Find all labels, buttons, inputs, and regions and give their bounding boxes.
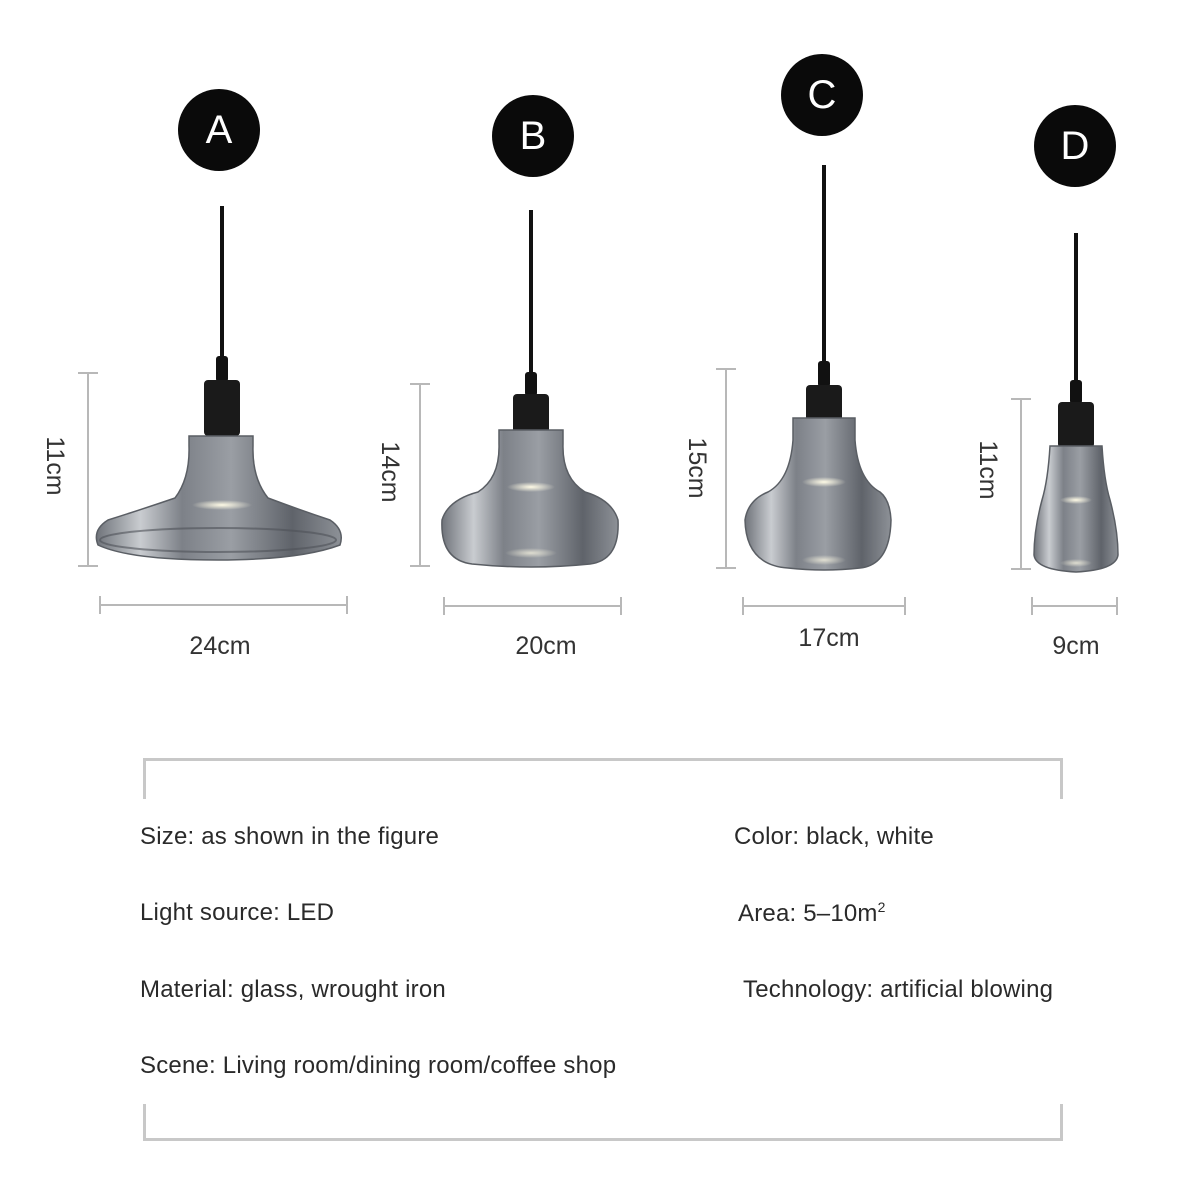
width-dimension-a (100, 596, 347, 660)
cord-grip-b (525, 372, 537, 396)
height-dimension-b (376, 384, 430, 566)
spec-material: Material: glass, wrought iron (140, 976, 446, 1003)
shade-d (1034, 446, 1118, 572)
cord-grip-a (216, 356, 228, 382)
spec-box-bottom-bracket (143, 1104, 1063, 1141)
width-label-d: 9cm (1052, 632, 1100, 660)
bulb-b (507, 482, 555, 492)
height-dimension-a (41, 373, 98, 566)
height-label-b: 14cm (376, 441, 404, 503)
socket-a (204, 380, 240, 436)
spec-box-top-bracket (143, 758, 1063, 799)
spec-area-superscript: 2 (877, 899, 886, 915)
bulb-d (1060, 496, 1092, 504)
lamp-c (683, 54, 905, 652)
height-dimension-c (683, 369, 736, 568)
bulb-a (192, 500, 252, 510)
socket-d (1058, 402, 1094, 448)
lamp-b (376, 95, 621, 660)
badge-c-label: C (807, 73, 837, 117)
spec-light-source: Light source: LED (140, 899, 335, 926)
bulb-c (802, 477, 846, 487)
width-label-b: 20cm (515, 632, 577, 660)
spec-scene: Scene: Living room/dining room/coffee shop (140, 1052, 617, 1079)
shade-a (96, 436, 341, 560)
width-dimension-d (1032, 597, 1117, 660)
badge-a-label: A (205, 108, 233, 152)
width-dimension-b (444, 597, 621, 660)
lamp-d (974, 105, 1118, 660)
spec-area-text: Area: 5–10m (738, 900, 878, 927)
height-label-c: 15cm (683, 437, 711, 499)
width-label-c: 17cm (798, 624, 860, 652)
spec-area (738, 899, 886, 928)
badge-b-label: B (519, 114, 547, 158)
height-dimension-d (974, 399, 1031, 569)
badge-d-label: D (1060, 124, 1090, 168)
height-label-a: 11cm (41, 436, 69, 496)
lamp-a (41, 89, 347, 660)
width-dimension-c (743, 597, 905, 652)
shade-b (442, 430, 618, 567)
cord-grip-c (818, 361, 830, 387)
cord-grip-d (1070, 380, 1082, 404)
width-label-a: 24cm (189, 632, 251, 660)
shade-c (745, 418, 891, 570)
height-label-d: 11cm (974, 440, 1002, 500)
spec-color: Color: black, white (734, 823, 934, 850)
spec-size: Size: as shown in the figure (140, 823, 440, 850)
spec-technology: Technology: artificial blowing (743, 976, 1054, 1003)
